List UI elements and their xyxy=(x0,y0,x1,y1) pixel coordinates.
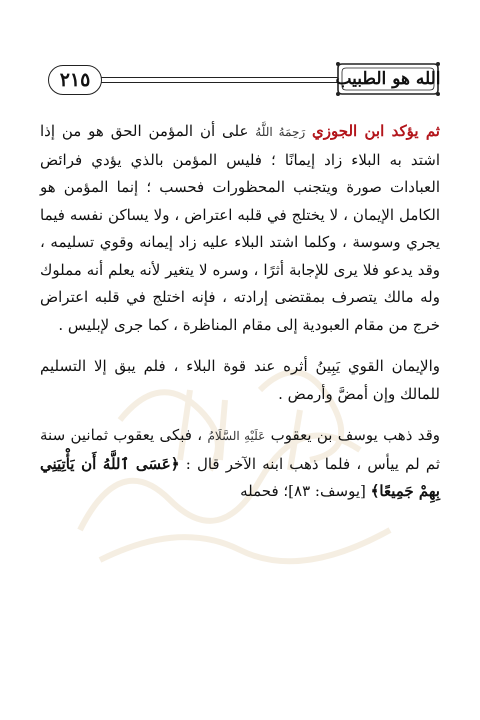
honorific: رَحِمَهُ اللَّهُ xyxy=(255,125,306,139)
header-rule xyxy=(96,77,346,78)
paragraph-2 xyxy=(40,353,440,408)
running-title-cartouche xyxy=(334,60,442,98)
paragraph-1 xyxy=(40,118,440,339)
verse-citation: [يوسف: ٨٣] xyxy=(288,482,371,500)
body-text xyxy=(40,118,440,506)
running-title: الله هو الطبيب xyxy=(335,69,441,89)
paragraph-text: وقد ذهب يوسف بن يعقوب xyxy=(265,426,440,444)
author-name: ثم يؤكد ابن الجوزي xyxy=(312,122,440,140)
paragraph-text: والإيمان القوي يَبِينُ أثره عند قوة البلاء ، فلم يبق إلا التسليم للمالك وإن أمضَّ وأرمض . xyxy=(40,357,440,403)
page-header xyxy=(38,60,442,100)
page-number: ٢١٥ xyxy=(48,65,102,95)
honorific: عَلَيْهِ السَّلَامُ xyxy=(207,429,266,443)
watermark-stroke xyxy=(100,530,390,561)
quran-verse: ﴿عَسَى ٱللَّهُ أَن يَأْتِيَنِي بِهِمْ جَمِيعًا﴾ xyxy=(40,454,440,500)
paragraph-text: ؛ فحمله xyxy=(240,482,289,500)
paragraph-text: ، فبكى يعقوب ثمانين سنة ثم لم ييأس ، فلما ذهب ابنه الآخر قال : xyxy=(40,426,440,473)
header-rule xyxy=(96,82,346,83)
paragraph-text: على أن المؤمن الحق هو من إذا اشتد به البلاء زاد إيمانًا ؛ فليس المؤمن بالذي يؤدي فرائض العبادات صورة ويتجنب المحظورات فحسب ؛ إنما المؤمن هو الكامل الإيمان ، لا يختلج في قلبه اعتراض ، ولا يساكن نفسه فيما يجري وسوسة ، وكلما اشتد البلاء عليه زاد إيمانه وقوي تسليمه ، وقد يدعو فلا يرى للإجابة أثرًا ، وسره لا يتغير لأنه يعلم أنه مملوك وله مالك يتصرف بمقتضى إرادته ، فإنه اختلج في قلبه اعتراض خرج من مقام العبودية إلى مقام المناظرة ، كما جرى لإبليس . xyxy=(40,122,440,334)
paragraph-3 xyxy=(40,422,440,506)
